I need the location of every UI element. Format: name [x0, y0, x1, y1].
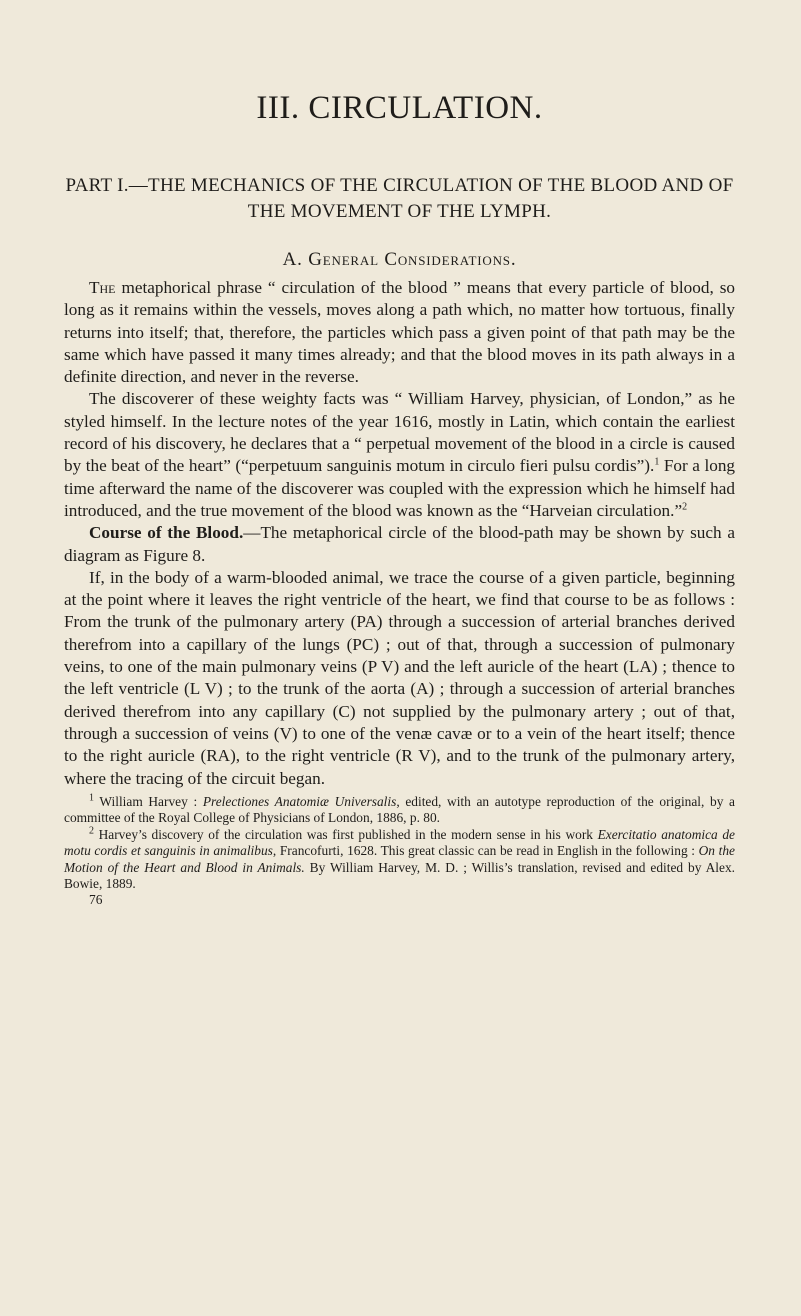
footnote-2-title-2: On the Motion of the Heart and Blood in Animals. [64, 843, 735, 875]
part-title: PART I.—THE MECHANICS OF THE CIRCULATION OF THE BLOOD AND OF THE MOVEMENT OF THE LYMPH. [65, 175, 734, 222]
paragraph-4 [64, 567, 735, 790]
footnote-ref-1: 1 [654, 456, 660, 468]
paragraph-lead-word: The [89, 278, 116, 297]
footnote-1-title: Prelectiones Anatomiæ Universalis [202, 793, 397, 809]
subsection-heading: Course of the Blood. [89, 523, 244, 543]
footnote-1-text: , edited, with an autotype reproduction of the original, by a committee of the Royal College of Physicians of London, 1886, p. 80. [64, 793, 735, 826]
footnote-1 [64, 794, 735, 827]
chapter-title: III. CIRCULATION. [256, 90, 543, 126]
footnote-2-text-a: Harvey’s discovery of the circulation was first published in the modern sense in his work [98, 826, 598, 842]
page-number: 76 [89, 891, 103, 907]
paragraph-2-text-b: For a long time afterward the name of the discoverer was coupled with the expression which he himself had introduced, and the true movement of the blood was known as the “Harveian circulation.” [64, 456, 736, 520]
paragraph-3 [64, 522, 735, 567]
paragraph-2-text: The discoverer of these weighty facts was “ William Harvey, physician, of London,” as he styled himself. In the lecture notes of the year 1616, mostly in Latin, which contain the earliest record of his discovery, he declares that a “ perpetual movement of the blood in a circle is caused by the beat of the heart” (“perpetuum sanguinis motum in circulo fieri pulsu cordis”). [64, 389, 735, 476]
paragraph-3-text: —The metaphorical circle of the blood-path may be shown by such a diagram as Figure 8. [64, 523, 735, 565]
footnote-2-text-c: By William Harvey, M. D. ; Willis’s translation, revised and edited by Alex. Bowie, 1889. [64, 859, 735, 892]
footnotes [64, 794, 735, 893]
footnote-1-mark: 1 [89, 792, 94, 804]
paragraph-2 [64, 388, 735, 522]
footnote-2-text-b: , Francofurti, 1628. This great classic can be read in English in the following : [272, 843, 699, 859]
footnote-2 [64, 827, 735, 893]
footnote-ref-2: 2 [682, 501, 688, 513]
section-heading: A. General Considerations. [282, 249, 517, 270]
body-text [64, 277, 735, 790]
paragraph-1-text: metaphorical phrase “ circulation of the blood ” means that every particle of blood, so long as it remains within the vessels, moves along a path which, no matter how tortuous, finally returns into itself; that, therefore, the particles which pass a given point of that path may be the same which have passed it many times already; and that the blood moves in its path always in a definite direction, and never in the reverse. [64, 278, 735, 387]
footnote-2-title: Exercitatio anatomica de motu cordis et sanguinis in animalibus [64, 826, 735, 859]
footnote-2-mark: 2 [89, 825, 94, 837]
footnote-1-author: William Harvey : [99, 793, 203, 809]
paragraph-4-text: If, in the body of a warm-blooded animal, we trace the course of a given particle, beginning at the point where it leaves the right ventricle of the heart, we find that course to be as follows : From the trunk of the pulmonary artery (PA) through a succession of arterial branches derived therefrom into a capillary of the lungs (PC) ; out of that, through a succession of pulmonary veins, to one of the main pulmonary veins (P V) and the left auricle of the heart (LA) ; thence to the left ventricle (L V) ; to the trunk of the aorta (A) ; through a succession of arterial branches derived therefrom into any capillary (C) not supplied by the pulmonary artery ; out of that, through a succession of veins (V) to one of the venæ cavæ or to a vein of the heart itself; thence to the right auricle (RA), to the right ventricle (R V), and to the trunk of the pulmonary artery, where the tracing of the circuit began. [64, 567, 735, 788]
paragraph-1 [64, 277, 735, 388]
